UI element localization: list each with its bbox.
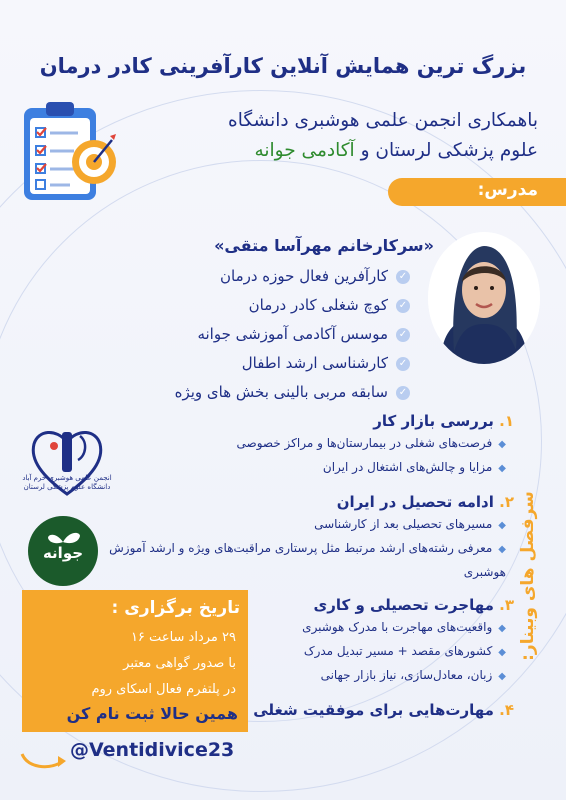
javaneh-logo-text: جوانه [42, 544, 84, 562]
section-bullet [72, 432, 514, 456]
event-date-line: ۲۹ مرداد ساعت ۱۶ [130, 630, 236, 645]
diamond-bullet-icon: ◆ [498, 544, 506, 555]
event-date-title: تاریخ برگزاری : [111, 598, 240, 618]
bullet-text: زبان، معادل‌سازی، نیاز بازار جهانی [320, 668, 493, 682]
credential-item [110, 262, 410, 291]
subtitle-academy: آکادمی جوانه [254, 140, 355, 161]
credential-item [110, 291, 410, 320]
credential-text: سابقه مربی بالینی بخش های ویژه [174, 383, 388, 401]
curved-arrow-icon [18, 748, 70, 772]
section-bullet [72, 537, 514, 583]
register-now-cta[interactable]: همین حالا ثبت نام کن [66, 704, 238, 723]
credential-text: کارشناسی ارشد اطفال [241, 354, 388, 372]
subtitle-line-2 [118, 136, 538, 166]
bullet-text: مسیرهای تحصیلی بعد از کارشناسی [314, 517, 493, 531]
diamond-bullet-icon: ◆ [498, 520, 506, 531]
check-icon: ✓ [396, 299, 410, 313]
subtitle-line-1: باهمکاری انجمن علمی هوشبری دانشگاه [228, 110, 538, 131]
credentials-list [110, 262, 410, 407]
page-title: بزرگ ترین همایش آنلاین کارآفرینی کادر درمان [39, 54, 527, 78]
association-logo-icon [22, 416, 112, 506]
section-1 [72, 410, 514, 480]
check-icon: ✓ [396, 386, 410, 400]
sections-side-label [508, 480, 548, 670]
section-number: ۱. [499, 412, 514, 430]
section-number: ۴. [499, 701, 514, 719]
section-title-text: ادامه تحصیل در ایران [336, 493, 494, 511]
teacher-portrait-image [428, 232, 540, 364]
check-icon: ✓ [396, 357, 410, 371]
diamond-bullet-icon: ◆ [498, 647, 506, 658]
bullet-text: مزایا و چالش‌های اشتغال در ایران [322, 460, 493, 474]
teacher-photo [428, 232, 540, 364]
section-title [72, 410, 514, 432]
credential-item [110, 378, 410, 407]
sections-label: سرفصل های وبینار: [518, 491, 538, 661]
diamond-bullet-icon: ◆ [498, 671, 506, 682]
social-handle[interactable]: @Ventidivice23 [70, 739, 235, 761]
section-number: ۲. [499, 493, 514, 511]
section-title [72, 491, 514, 513]
bullet-text: معرفی رشته‌های ارشد مرتبط مثل پرستاری مراقبت‌های ویژه و ارشد آموزش هوشبری [109, 541, 506, 579]
check-icon: ✓ [396, 328, 410, 342]
credential-item [110, 320, 410, 349]
teacher-label: مدرس: [477, 180, 538, 200]
subtitle-university: علوم پزشکی لرستان و [360, 140, 538, 161]
event-platform-line: در پلتفرم فعال اسکای روم [91, 682, 236, 697]
event-certificate-line: با صدور گواهی معتبر [123, 656, 236, 671]
section-title-text: مهارت‌هایی برای موفقیت شغلی [253, 701, 494, 719]
diamond-bullet-icon: ◆ [498, 439, 506, 450]
bullet-text: فرصت‌های شغلی در بیمارستان‌ها و مراکز خصوصی [236, 436, 493, 450]
teacher-name: «سرکارخانم مهرآسا متقی» [214, 236, 434, 255]
check-icon: ✓ [396, 270, 410, 284]
association-logo-text: انجمن علمی هوشبری خرم آباد دانشگاه علوم پزشکی لرستان [22, 474, 112, 491]
diamond-bullet-icon: ◆ [498, 463, 506, 474]
section-bullet [72, 456, 514, 480]
section-title-text: مهاجرت تحصیلی و کاری [313, 596, 494, 614]
section-2 [72, 491, 514, 583]
credential-text: کوچ شغلی کادر درمان [248, 296, 388, 314]
bullet-text: واقعیت‌های مهاجرت با مدرک هوشبری [302, 620, 493, 634]
bullet-text: کشورهای مقصد + مسیر تبدیل مدرک [303, 644, 493, 658]
section-title-text: بررسی بازار کار [373, 412, 494, 430]
checklist-clipboard-icon [14, 100, 120, 208]
section-bullet [72, 513, 514, 537]
credential-text: موسس آکادمی آموزشی جوانه [197, 325, 388, 343]
credential-text: کارآفرین فعال حوزه درمان [219, 267, 388, 285]
subtitle [118, 106, 538, 166]
section-number: ۳. [499, 596, 514, 614]
diamond-bullet-icon: ◆ [498, 623, 506, 634]
credential-item [110, 349, 410, 378]
